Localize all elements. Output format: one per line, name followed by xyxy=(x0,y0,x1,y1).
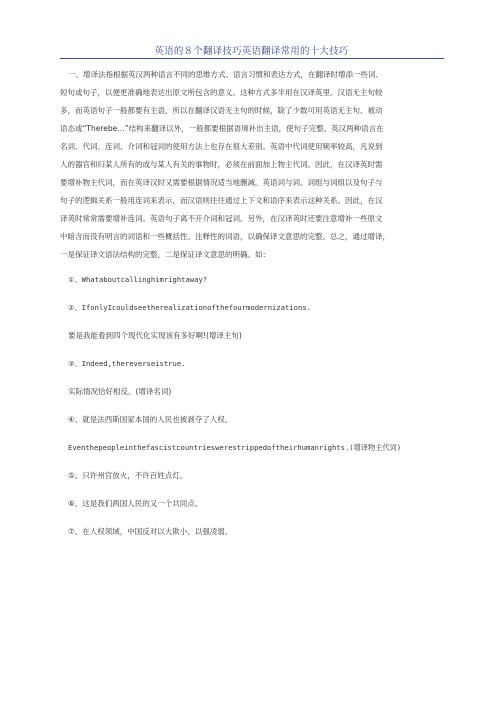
paragraph-line: 名词、代词、连词、介词和冠词的使用方法上也存在很大差别。英语中代词使用频率较高，凡说到 xyxy=(60,142,383,151)
example-line: ①、Whataboutcallinghimrightaway? xyxy=(68,275,208,284)
paragraph-line: 要增补物主代词，而在英译汉时又需要根据情况适当地删减。英语词与词、词组与词组以及句子与 xyxy=(60,178,383,187)
example-translation: 要是我能看到四个现代化实现该有多好啊!(增译主句) xyxy=(68,331,242,340)
paragraph-line: 人的器官和归某人所有的或与某人有关的事物时，必须在前面加上物主代词。因此，在汉译英时需 xyxy=(60,160,383,169)
example-line: ⑤、只许州官放火，不许百姓点灯。 xyxy=(68,471,188,480)
paragraph-line: 多，而英语句子一般都要有主语，所以在翻译汉语无主句的时候，除了少数可用英语无主句、被动 xyxy=(60,106,383,115)
example-translation: Eventhepeopleinthefascistcountrieswerestrippedoftheirhumanrights.(增译物主代词) xyxy=(68,443,402,452)
example-line: ⑦、在人权领域，中国反对以大欺小、以强凌弱。 xyxy=(68,527,233,536)
paragraph-line: 中暗含而没有明言的词语和一些概括性、注释性的词语，以确保译文意思的完整。总之，通过增译， xyxy=(60,232,390,241)
example-translation: 实际情况恰好相反。(增译名词) xyxy=(68,387,172,396)
example-line: ③、Indeed,thereverseistrue. xyxy=(68,359,186,368)
title-underline xyxy=(60,58,444,59)
paragraph-line: 一是保证译文语法结构的完整，二是保证译文意思的明确。如： xyxy=(60,250,270,259)
document-title: 英语的８个翻译技巧英语翻译常用的十大技巧 xyxy=(154,46,349,57)
paragraph-line: 译英时常常需要增补连词。英语句子离不开介词和冠词。另外，在汉译英时还要注意增补一些原文 xyxy=(60,214,383,223)
paragraph-line: 一、增译法指根据英汉两种语言不同的思维方式、语言习惯和表达方式，在翻译时增添一些词、 xyxy=(68,70,383,79)
paragraph-line: 语态或“Therebe…”结构来翻译以外，一般都要根据语境补出主语，使句子完整。英汉两种语言在 xyxy=(60,124,384,133)
paragraph-line: 短句或句子，以便更准确地表达出原文所包含的意义。这种方式多半用在汉译英里。汉语无主句较 xyxy=(60,88,383,97)
paragraph-line: 句子的逻辑关系一般用连词来表示，而汉语则往往通过上下文和语序来表示这种关系。因此，在汉 xyxy=(60,196,383,205)
example-line: ④、就是法西斯国家本国的人民也被剥夺了人权。 xyxy=(68,415,233,424)
example-line: ②、IfonlyIcouldseetherealizationofthefourmodernizations. xyxy=(68,303,311,312)
example-line: ⑥、这是我们两国人民的又一个共同点。 xyxy=(68,499,203,508)
